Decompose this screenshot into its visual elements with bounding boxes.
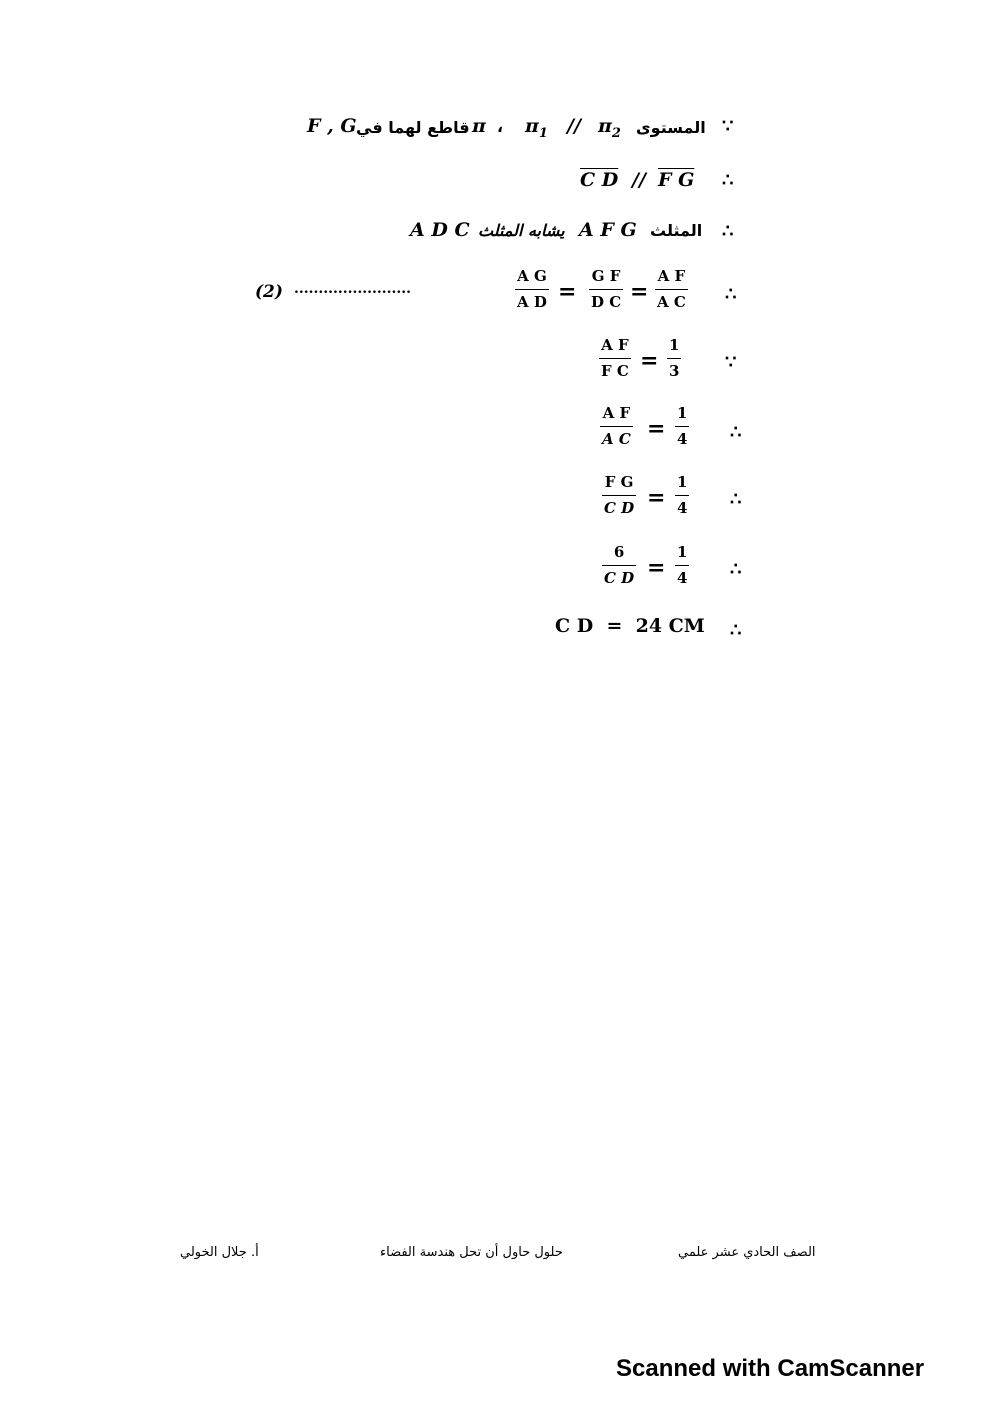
fraction-ag-ad: $\frac{\text{A G}}{\text{A D}}$ (517, 267, 547, 311)
equals-sign: = (630, 279, 649, 305)
therefore-symbol: ∴ (730, 559, 742, 580)
triangle-afg: A F G (579, 219, 637, 241)
therefore-symbol: ∴ (730, 422, 742, 443)
intersect-text: قاطع لهما في (356, 118, 470, 137)
equals-sign: = (640, 348, 659, 374)
fraction-one-quarter: $\frac{1}{4}$ (677, 543, 688, 587)
therefore-symbol: ∴ (722, 221, 734, 242)
equation-reference: (2) (255, 282, 283, 302)
intersection-points: F , G (307, 115, 357, 137)
fraction-af-ac: $\frac{\text{A F}}{\text{A C}}$ (602, 404, 631, 448)
equals-sign: = (647, 555, 666, 581)
fraction-fg-cd: $\frac{\text{F G}}{\text{C D}}$ (604, 473, 635, 517)
result-cd: C D = 24 CM (555, 615, 705, 637)
camscanner-watermark: Scanned with CamScanner (616, 1355, 925, 1382)
pi-symbol: π (472, 115, 486, 137)
plane-word: المستوى (636, 118, 706, 137)
pi2-symbol: $\pi_2$ (598, 115, 621, 141)
equals-sign: = (647, 485, 666, 511)
segment-fg: F G (658, 169, 695, 191)
footer-grade: الصف الحادي عشر علمي (678, 1245, 816, 1260)
parallel-sign: // (632, 169, 646, 191)
therefore-symbol: ∴ (722, 170, 734, 191)
equals-sign: = (558, 279, 577, 305)
fraction-6-cd: $\frac{6}{\text{C D}}$ (604, 543, 635, 587)
because-symbol: ∵ (722, 116, 734, 137)
therefore-symbol: ∴ (730, 620, 742, 641)
comma-sign: ، (497, 117, 504, 136)
parallel-sign: // (567, 115, 581, 137)
equals-sign: = (647, 416, 666, 442)
dotted-leader: ........................ (294, 281, 411, 297)
footer-title: حلول حاول أن تحل هندسة الفضاء (380, 1245, 563, 1260)
pi1-symbol: $\pi_1$ (525, 115, 548, 141)
therefore-symbol: ∴ (725, 284, 737, 305)
segment-cd: C D (580, 169, 619, 191)
fraction-af-ac: $\frac{\text{A F}}{\text{A C}}$ (657, 267, 686, 311)
triangle-word: المثلث (650, 221, 703, 240)
footer-teacher: أ. جلال الخولي (180, 1245, 259, 1260)
fraction-gf-dc: $\frac{\text{G F}}{\text{D C}}$ (591, 267, 622, 311)
fraction-one-third: $\frac{1}{3}$ (669, 336, 680, 380)
triangle-adc: A D C (410, 219, 470, 241)
because-symbol: ∵ (725, 352, 737, 373)
therefore-symbol: ∴ (730, 489, 742, 510)
fraction-one-quarter: $\frac{1}{4}$ (677, 404, 688, 448)
fraction-one-quarter: $\frac{1}{4}$ (677, 473, 688, 517)
fraction-af-fc: $\frac{\text{A F}}{\text{F C}}$ (601, 336, 629, 380)
similar-text: يشابه المثلث (478, 221, 565, 240)
